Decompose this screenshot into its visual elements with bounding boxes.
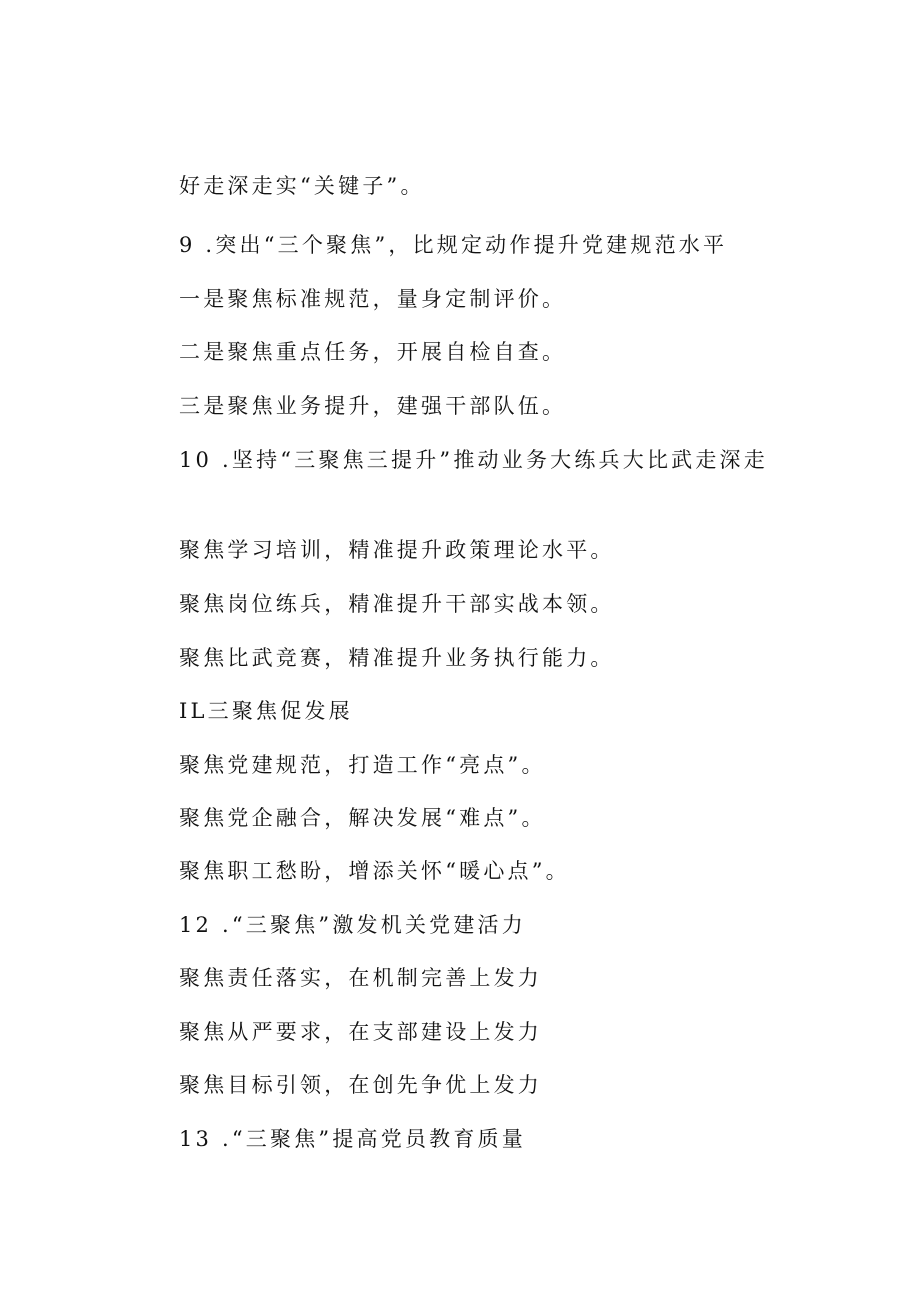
text-line: 聚焦岗位练兵，精准提升干部实战本领。 (179, 592, 615, 616)
text-line: 一是聚焦标准规范，量身定制评价。 (179, 287, 567, 311)
section-heading-12: 12 .“三聚焦”激发机关党建活力 (179, 913, 526, 937)
section-heading-9: 9 .突出“三个聚焦”，比规定动作提升党建规范水平 (179, 233, 728, 257)
text-line: 三是聚焦业务提升，建强干部队伍。 (179, 394, 567, 418)
text-line: 聚焦从严要求，在支部建设上发力 (179, 1020, 542, 1044)
text-line: 聚焦目标引领，在创先争优上发力 (179, 1073, 542, 1097)
section-heading-11: IL三聚焦促发展 (179, 699, 353, 723)
text-line: 聚焦党企融合，解决发展“难点”。 (179, 806, 546, 830)
text-line: 聚焦责任落实，在机制完善上发力 (179, 966, 542, 990)
text-line: 聚焦比武竞赛，精准提升业务执行能力。 (179, 646, 615, 670)
text-line: 聚焦党建规范，打造工作“亮点”。 (179, 753, 546, 777)
text-line: 好走深走实“关键子”。 (179, 174, 425, 198)
section-heading-13: 13 .“三聚焦”提高党员教育质量 (179, 1127, 526, 1151)
text-line: 二是聚焦重点任务，开展自检自查。 (179, 340, 567, 364)
text-line: 聚焦学习培训，精准提升政策理论水平。 (179, 538, 615, 562)
section-heading-10: 10 .坚持“三聚焦三提升”推动业务大练兵大比武走深走 (179, 448, 768, 472)
text-line: 聚焦职工愁盼，增添关怀“暖心点”。 (179, 859, 570, 883)
